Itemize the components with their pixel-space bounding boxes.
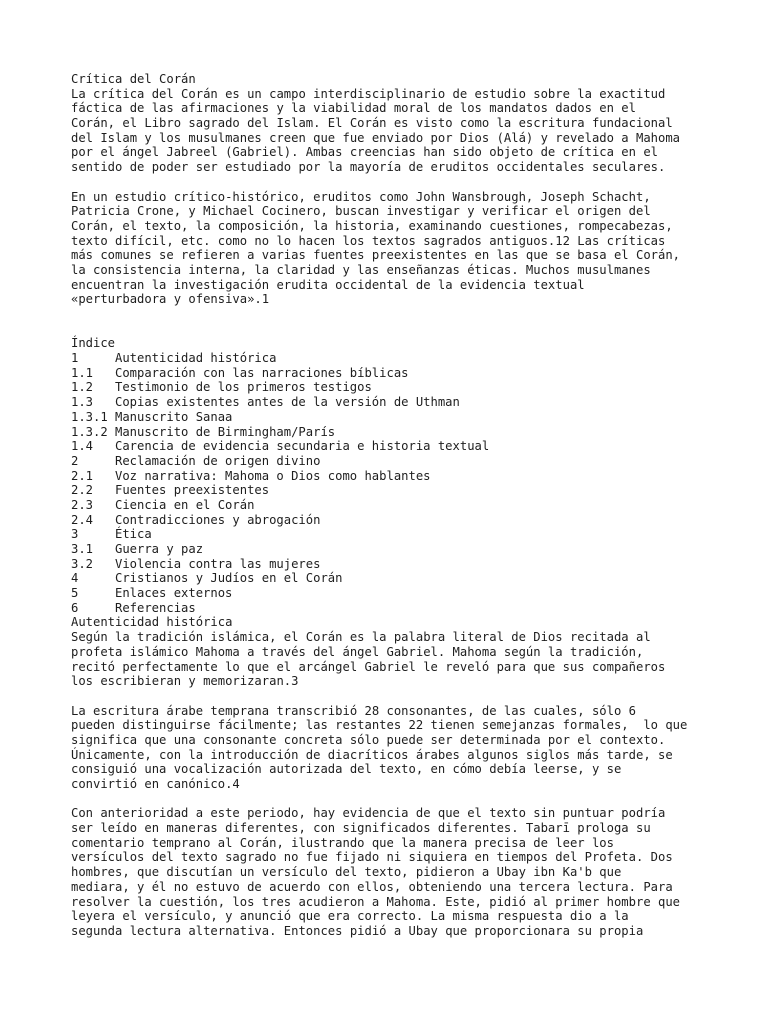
- toc-title: Copias existentes antes de la versión de Uthman: [115, 395, 460, 410]
- paragraph-line: Con anterioridad a este periodo, hay evidencia de que el texto sin puntuar podría: [71, 806, 666, 821]
- paragraph-line: significa que una consonante concreta sólo puede ser determinada por el contexto.: [71, 732, 666, 747]
- toc-title: Voz narrativa: Mahoma o Dios como hablantes: [115, 468, 431, 483]
- toc-number: 2.2: [71, 483, 94, 498]
- toc-number: 3.1: [71, 542, 94, 557]
- toc-title: Carencia de evidencia secundaria e historia textual: [115, 439, 490, 454]
- readings-paragraph: [71, 806, 728, 938]
- toc-title: Ciencia en el Corán: [115, 497, 255, 512]
- intro-paragraph: [71, 87, 728, 175]
- toc-title: Referencias: [115, 600, 196, 615]
- critical-study-paragraph: [71, 190, 728, 308]
- toc-number: 2.1: [71, 468, 94, 483]
- toc-item: [71, 380, 728, 395]
- paragraph-line: la consistencia interna, la claridad y las enseñanzas éticas. Muchos musulmanes: [71, 262, 651, 277]
- toc-number: 1.3.2: [71, 424, 108, 439]
- section-heading: Autenticidad histórica: [71, 615, 233, 630]
- toc-item: [71, 513, 728, 528]
- toc-item: [71, 454, 728, 469]
- toc-item: [71, 410, 728, 425]
- table-of-contents: [71, 351, 728, 615]
- paragraph-line: los escribieran y memorizaran.3: [71, 674, 299, 689]
- paragraph-line: del Islam y los musulmanes creen que fue enviado por Dios (Alá) y revelado a Mahoma: [71, 130, 681, 145]
- toc-title: Cristianos y Judíos en el Corán: [115, 571, 343, 586]
- paragraph-line: ser leído en maneras diferentes, con significados diferentes. Tabarī prologa su: [71, 821, 651, 836]
- paragraph-line: Únicamente, con la introducción de diacríticos árabes algunos siglos más tarde, se: [71, 747, 673, 762]
- toc-number: 2: [71, 453, 79, 468]
- paragraph-line: En un estudio crítico-histórico, eruditos como John Wansbrough, Joseph Schacht,: [71, 189, 651, 204]
- toc-item: [71, 425, 728, 440]
- paragraph-line: versículos del texto sagrado no fue fijado ni siquiera en tiempos del Profeta. Dos: [71, 850, 673, 865]
- toc-title: Guerra y paz: [115, 542, 204, 557]
- paragraph-line: convirtió en canónico.4: [71, 777, 240, 792]
- toc-number: 3: [71, 527, 79, 542]
- paragraph-line: mediara, y él no estuvo de acuerdo con ellos, obteniendo una tercera lectura. Para: [71, 879, 673, 894]
- paragraph-line: Corán, el texto, la composición, la historia, examinando cuestiones, rompecabezas,: [71, 218, 673, 233]
- toc-title: Testimonio de los primeros testigos: [115, 380, 372, 395]
- toc-title: Reclamación de origen divino: [115, 453, 321, 468]
- toc-title: Contradicciones y abrogación: [115, 512, 321, 527]
- toc-number: 3.2: [71, 556, 94, 571]
- toc-number: 1.2: [71, 380, 94, 395]
- toc-title: Fuentes preexistentes: [115, 483, 270, 498]
- paragraph-line: resolver la cuestión, los tres acudieron a Mahoma. Este, pidió al primer hombre que: [71, 894, 681, 909]
- paragraph-line: segunda lectura alternativa. Entonces pidió a Ubay que proporcionara su propia: [71, 923, 644, 938]
- toc-number: 1.1: [71, 365, 94, 380]
- toc-item: [71, 571, 728, 586]
- paragraph-line: texto difícil, etc. como no lo hacen los textos sagrados antiguos.12 Las críticas: [71, 233, 666, 248]
- toc-item: [71, 395, 728, 410]
- toc-item: [71, 601, 728, 616]
- paragraph-line: por el ángel Jabreel (Gabriel). Ambas creencias han sido objeto de crítica en el: [71, 145, 658, 160]
- toc-item: [71, 542, 728, 557]
- toc-item: [71, 439, 728, 454]
- paragraph-line: comentario temprano al Corán, ilustrando que la manera precisa de leer los: [71, 835, 614, 850]
- paragraph-line: «perturbadora y ofensiva».1: [71, 292, 270, 307]
- script-paragraph: [71, 704, 728, 792]
- paragraph-line: hombres, que discutían un versículo del texto, pidieron a Ubay ibn Ka'b que: [71, 865, 622, 880]
- toc-item: [71, 483, 728, 498]
- paragraph-line: recitó perfectamente lo que el arcángel Gabriel le reveló para que sus compañeros: [71, 659, 666, 674]
- paragraph-line: consiguió una vocalización autorizada del texto, en cómo debía leerse, y se: [71, 762, 622, 777]
- paragraph-line: La escritura árabe temprana transcribió 28 consonantes, de las cuales, sólo 6: [71, 703, 636, 718]
- toc-number: 5: [71, 586, 79, 601]
- toc-title: Ética: [115, 527, 152, 542]
- toc-title: Manuscrito de Birmingham/París: [115, 424, 336, 439]
- toc-number: 1: [71, 351, 79, 366]
- toc-item: [71, 469, 728, 484]
- toc-title: Autenticidad histórica: [115, 351, 277, 366]
- toc-item: [71, 527, 728, 542]
- toc-number: 6: [71, 600, 79, 615]
- paragraph-line: fáctica de las afirmaciones y la viabilidad moral de los mandatos dados en el: [71, 101, 636, 116]
- toc-number: 1.3.1: [71, 409, 108, 424]
- paragraph-line: pueden distinguirse fácilmente; las restantes 22 tienen semejanzas formales, lo que: [71, 718, 688, 733]
- paragraph-line: encuentran la investigación erudita occidental de la evidencia textual: [71, 277, 585, 292]
- tradition-paragraph: [71, 630, 728, 689]
- paragraph-line: La crítica del Corán es un campo interdisciplinario de estudio sobre la exactitud: [71, 86, 666, 101]
- toc-number: 2.3: [71, 497, 94, 512]
- toc-item: [71, 586, 728, 601]
- toc-item: [71, 557, 728, 572]
- toc-number: 2.4: [71, 512, 94, 527]
- toc-title: Manuscrito Sanaa: [115, 409, 233, 424]
- paragraph-line: Corán, el Libro sagrado del Islam. El Corán es visto como la escritura fundacional: [71, 116, 673, 131]
- toc-item: [71, 498, 728, 513]
- paragraph-line: Patricia Crone, y Michael Cocinero, buscan investigar y verificar el origen del: [71, 204, 651, 219]
- toc-item: [71, 351, 728, 366]
- toc-number: 4: [71, 571, 79, 586]
- toc-number: 1.4: [71, 439, 94, 454]
- toc-number: 1.3: [71, 395, 94, 410]
- paragraph-line: Según la tradición islámica, el Corán es la palabra literal de Dios recitada al: [71, 630, 651, 645]
- toc-title: Enlaces externos: [115, 586, 233, 601]
- index-heading: Índice: [71, 336, 116, 351]
- toc-item: [71, 366, 728, 381]
- toc-title: Comparación con las narraciones bíblicas: [115, 365, 409, 380]
- paragraph-line: sentido de poder ser estudiado por la mayoría de eruditos occidentales seculares.: [71, 160, 666, 175]
- paragraph-line: leyera el versículo, y anunció que era correcto. La misma respuesta dio a la: [71, 909, 629, 924]
- toc-title: Violencia contra las mujeres: [115, 556, 321, 571]
- document-title: Crítica del Corán: [71, 72, 196, 86]
- paragraph-line: profeta islámico Mahoma a través del ángel Gabriel. Mahoma según la tradición,: [71, 644, 644, 659]
- paragraph-line: más comunes se refieren a varias fuentes preexistentes en las que se basa el Corán,: [71, 248, 681, 263]
